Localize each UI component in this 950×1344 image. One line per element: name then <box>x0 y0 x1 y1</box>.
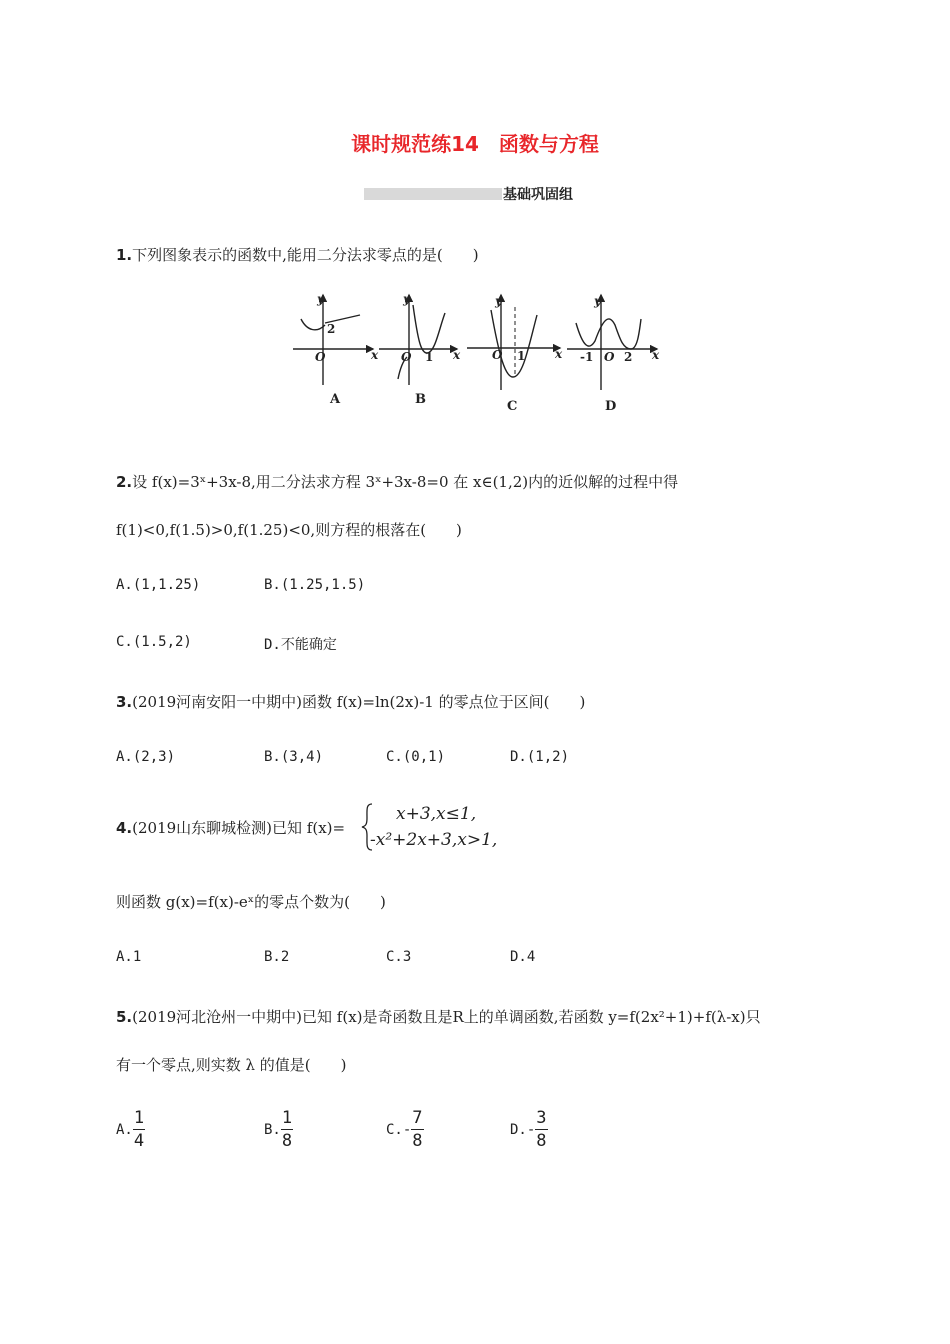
graph-d <box>567 295 657 390</box>
origin-b: O <box>401 350 412 364</box>
fraction-numerator: 3 <box>536 1108 547 1128</box>
option-sign: - <box>526 1122 536 1138</box>
option-c[interactable]: C.3 <box>386 949 412 965</box>
question-text: (2019山东聊城检测)已知 f(x)= <box>132 819 346 837</box>
question-text: 设 f(x)=3ˣ+3x-8,用二分法求方程 3ˣ+3x-8=0 在 x∈(1,2)内的近似解的过程中得 <box>132 473 679 491</box>
option-a[interactable]: A.1 <box>116 949 142 965</box>
piecewise-line-2: -x²+2x+3,x>1, <box>370 830 498 850</box>
option-c[interactable]: C.(1.5,2) <box>116 634 192 650</box>
axis-y-a: y <box>317 292 324 306</box>
option-a[interactable] <box>116 1110 145 1150</box>
option-fraction <box>411 1110 423 1150</box>
fraction-denominator: 8 <box>412 1131 423 1151</box>
graph-label-b: B <box>415 392 426 407</box>
question-number: 4. <box>116 819 133 837</box>
mark-d-right: 2 <box>624 350 633 364</box>
fraction-denominator: 4 <box>133 1131 145 1151</box>
option-d[interactable]: D.(1,2) <box>510 749 570 765</box>
question-text: (2019河北沧州一中期中)已知 f(x)是奇函数且是R上的单调函数,若函数 y=f(2x²+1)+f(λ-x)只 <box>132 1008 761 1026</box>
origin-a: O <box>315 350 326 364</box>
option-c[interactable] <box>386 1110 424 1150</box>
question-number: 2. <box>116 473 133 491</box>
question-1 <box>116 244 479 265</box>
option-b[interactable] <box>264 1110 293 1150</box>
option-b[interactable]: B.(1.25,1.5) <box>264 577 366 593</box>
fraction-numerator: 1 <box>281 1108 293 1128</box>
axis-y-c: y <box>495 294 502 308</box>
question-2-line-2: f(1)<0,f(1.5)>0,f(1.25)<0,则方程的根落在( ) <box>116 521 462 539</box>
axis-x-c: x <box>555 347 563 361</box>
question-4-line-2: 则函数 g(x)=f(x)-eˣ的零点个数为( ) <box>116 893 386 911</box>
axis-x-d: x <box>652 348 660 362</box>
option-sign: - <box>402 1122 412 1138</box>
graph-label-a: A <box>330 392 341 407</box>
fraction-numerator: 1 <box>133 1108 145 1128</box>
option-b[interactable]: B.2 <box>264 949 290 965</box>
page-title: 课时规范练14 函数与方程 <box>351 132 599 156</box>
origin-d: O <box>604 350 615 364</box>
option-c[interactable]: C.(0,1) <box>386 749 446 765</box>
question-text: (2019河南安阳一中期中)函数 f(x)=ln(2x)-1 的零点位于区间( ) <box>132 693 586 711</box>
axis-x-a: x <box>371 348 379 362</box>
question-text: 下列图象表示的函数中,能用二分法求零点的是( ) <box>132 246 479 264</box>
graph-label-d: D <box>605 399 617 414</box>
question-number: 1. <box>116 246 133 264</box>
option-d[interactable]: D.4 <box>510 949 536 965</box>
mark-c: 1 <box>517 349 526 363</box>
graph-c <box>467 295 560 390</box>
function-graphs-figure <box>285 285 665 415</box>
section-label: 基础巩固组 <box>503 187 573 203</box>
fraction-numerator: 7 <box>412 1108 423 1128</box>
option-a[interactable]: A.(2,3) <box>116 749 176 765</box>
piecewise-line-1: x+3,x≤1, <box>396 804 477 824</box>
graph-label-c: C <box>507 399 518 414</box>
option-label: D. <box>510 1122 527 1138</box>
fraction-denominator: 8 <box>281 1131 293 1151</box>
question-4 <box>116 817 345 838</box>
option-label: C. <box>386 1122 403 1138</box>
question-5 <box>116 1006 761 1027</box>
fraction-denominator: 8 <box>536 1131 547 1151</box>
option-d[interactable] <box>510 1110 548 1150</box>
graph-a <box>293 295 373 385</box>
question-5-line-2: 有一个零点,则实数 λ 的值是( ) <box>116 1056 347 1074</box>
option-d[interactable]: D.不能确定 <box>264 637 337 653</box>
axis-y-b: y <box>403 292 410 306</box>
mark-b: 1 <box>425 350 434 364</box>
section-divider <box>364 188 502 200</box>
mark-d-left: -1 <box>580 350 594 364</box>
question-number: 5. <box>116 1008 133 1026</box>
question-number: 3. <box>116 693 133 711</box>
option-label: B. <box>264 1122 281 1138</box>
question-3 <box>116 691 585 712</box>
option-b[interactable]: B.(3,4) <box>264 749 324 765</box>
option-fraction <box>133 1110 145 1150</box>
option-label: A. <box>116 1122 133 1138</box>
option-fraction <box>535 1110 547 1150</box>
mark-a: 2 <box>327 322 336 336</box>
option-a[interactable]: A.(1,1.25) <box>116 577 201 593</box>
axis-x-b: x <box>453 348 461 362</box>
question-2 <box>116 471 678 492</box>
axis-y-d: y <box>594 294 601 308</box>
origin-c: O <box>492 348 503 362</box>
option-fraction <box>281 1110 293 1150</box>
graph-b <box>379 295 457 385</box>
